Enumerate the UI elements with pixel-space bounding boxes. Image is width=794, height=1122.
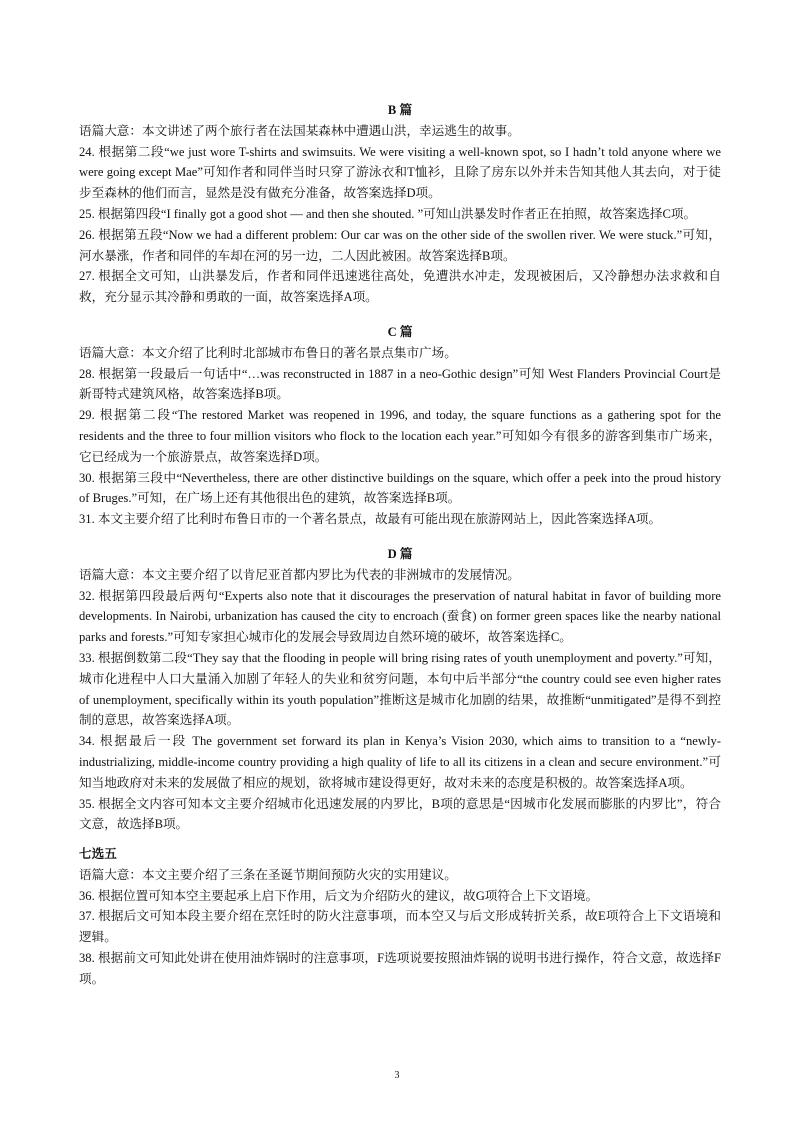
answer-paragraph-26: 26. 根据第五段“Now we had a different problem: Our car was on the other side of the swollen river. We were stuck.”可知，河水暴涨，作者和同伴的车却在河的另一边，二人因此被困。故答案选择B项。	[79, 227, 721, 263]
answer-paragraph-34: 34. 根据最后一段 The government set forward its plan in Kenya’s Vision 2030, which aims to transition to a “newly-industrializing, middle-income country providing a high quality of life to all its citizens in a clean and secure environment.”可知当地政府对未来的发展做了相应的规划，欲将城市建设得更好，故对未来的态度是积极的。故答案选择A项。	[79, 734, 721, 790]
answer-paragraph-29: 29. 根据第二段“The restored Market was reopened in 1996, and today, the square functions as a gathering spot for the residents and the three to four million visitors who flock to the location each year.”可知如今有很多的游客到集市广场来，它已经成为一个旅游景点，故答案选择D项。	[79, 408, 721, 464]
answer-paragraph-38: 38. 根据前文可知此处讲在使用油炸锅时的注意事项，F选项说要按照油炸锅的说明书进行操作，符合文意，故选择F项。	[79, 951, 721, 986]
section-title: 七选五	[79, 847, 117, 862]
answer-paragraph-30: 30. 根据第三段中“Nevertheless, there are other distinctive buildings on the square, which offer a peek into the proud history of Bruges.”可知，在广场上还有其他很出色的建筑，故答案选择B项。	[79, 470, 721, 506]
section-b	[79, 100, 721, 308]
answer-paragraph-27: 27. 根据全文可知，山洪暴发后，作者和同伴迅速逃往高处，免遭洪水冲走，发现被困后，又冷静想办法求救和自救，充分显示其冷静和勇敢的一面，故答案选择A项。	[79, 269, 721, 305]
summary-paragraph: 语篇大意：本文主要介绍了以肯尼亚首都内罗比为代表的非洲城市的发展情况。	[79, 567, 520, 582]
page-number: 3	[394, 1070, 400, 1081]
section-d	[79, 544, 721, 835]
section-title: D 篇	[387, 546, 413, 561]
answer-paragraph-36: 36. 根据位置可知本空主要起承上启下作用，后文为介绍防火的建议，故G项符合上下文语境。	[79, 888, 599, 903]
summary-paragraph: 语篇大意：本文主要介绍了三条在圣诞节期间预防火灾的实用建议。	[79, 867, 457, 882]
section-title: B 篇	[387, 103, 413, 117]
section-spacer	[79, 835, 721, 844]
answer-paragraph-31: 31. 本文主要介绍了比利时布鲁日市的一个著名景点，故最有可能出现在旅游网站上，因此答案选择A项。	[79, 512, 662, 527]
summary-paragraph: 语篇大意：本文讲述了两个旅行者在法国某森林中遭遇山洪，幸运逃生的故事。	[79, 123, 520, 138]
answer-paragraph-37: 37. 根据后文可知本段主要介绍在烹饪时的防火注意事项，而本空又与后文形成转折关系，故E项符合上下文语境和逻辑。	[79, 909, 721, 945]
answer-paragraph-33: 33. 根据倒数第二段“They say that the flooding in people will bring rising rates of youth unemployment and poverty.”可知，城市化进程中人口大量涌入加剧了年轻人的失业和贫穷问题，本句中后半部分“the country could see even higher rates of unemployment, specifically within its youth population”推断这是城市化加剧的结果，故推断“unmitigated”是得不到控制的意思，故答案选择A项。	[79, 650, 721, 728]
answer-paragraph-35: 35. 根据全文内容可知本文主要介绍城市化迅速发展的内罗比，B项的意思是“因城市化发展而膨胀的内罗比”，符合文意，故选择B项。	[79, 796, 721, 832]
section-c	[79, 322, 721, 530]
section-seven-choose-five	[79, 844, 721, 990]
summary-paragraph: 语篇大意：本文介绍了比利时北部城市布鲁日的著名景点集市广场。	[79, 345, 457, 360]
answer-paragraph-25: 25. 根据第四段“I finally got a good shot — and then she shouted. ”可知山洪暴发时作者正在拍照，故答案选择C项。	[79, 206, 697, 221]
section-title: C 篇	[387, 324, 413, 339]
answer-paragraph-24: 24. 根据第二段“we just wore T-shirts and swimsuits. We were visiting a well-known spot, so I hadn’t told anyone where we were going except Mae”可知作者和同伴当时只穿了游泳衣和T恤衫，且除了房东以外并未告知其他人其去向，对于徒步至森林的他们而言，显然是没有做充分准备，故答案选择D项。	[79, 144, 721, 201]
section-spacer	[79, 308, 721, 322]
section-spacer	[79, 530, 721, 544]
document-body	[79, 100, 721, 990]
answer-paragraph-28: 28. 根据第一段最后一句话中“…was reconstructed in 1887 in a neo-Gothic design”可知 West Flanders Provincial Court是新哥特式建筑风格，故答案选择B项。	[79, 366, 721, 402]
answer-paragraph-32: 32. 根据第四段最后两句“Experts also note that it discourages the preservation of natural habitat in favor of building more developments. In Nairobi, urbanization has caused the city to encroach (蚕食) on former green spaces like the nearby national parks and forests.”可知专家担心城市化的发展会导致周边自然环境的破坏，故答案选择C。	[79, 588, 721, 645]
